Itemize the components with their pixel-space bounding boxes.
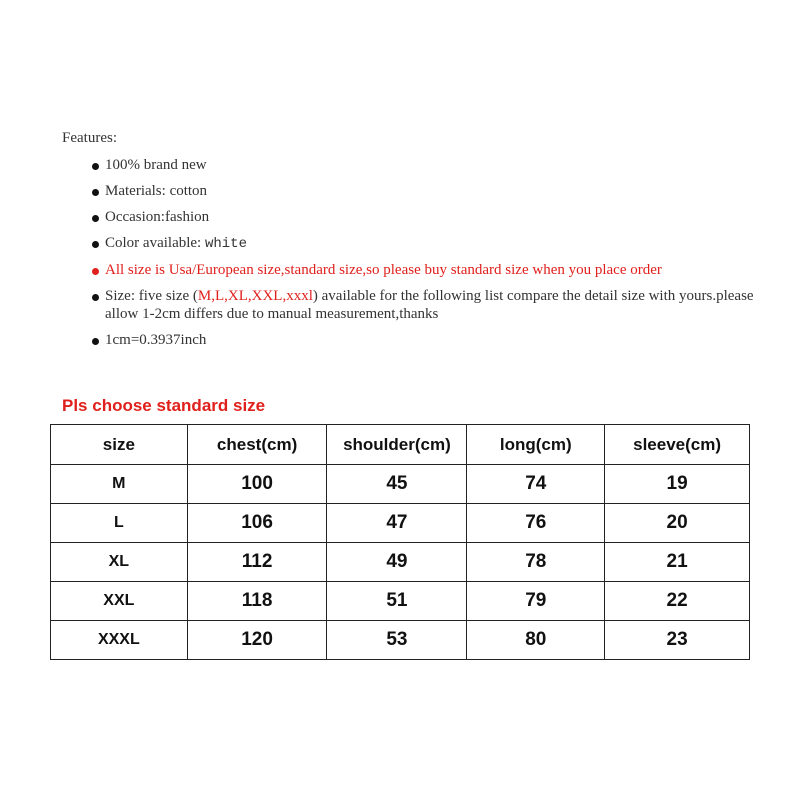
header-shoulder: shoulder(cm) <box>327 425 467 465</box>
cell-sleeve: 22 <box>605 582 750 621</box>
cell-chest: 118 <box>187 582 327 621</box>
table-row <box>51 465 750 504</box>
cell-size: XXL <box>51 582 188 621</box>
cell-long: 76 <box>467 504 605 543</box>
cell-long: 78 <box>467 543 605 582</box>
cell-shoulder: 47 <box>327 504 467 543</box>
header-chest: chest(cm) <box>187 425 327 465</box>
feature-item-size-notice <box>92 261 762 279</box>
feature-text: Materials: cotton <box>105 183 208 199</box>
table-row <box>51 504 750 543</box>
bullet-icon <box>92 241 99 248</box>
feature-item-conversion <box>92 331 762 349</box>
feature-item-materials <box>92 182 762 200</box>
cell-size: M <box>51 465 188 504</box>
cell-shoulder: 49 <box>327 543 467 582</box>
cell-sleeve: 19 <box>605 465 750 504</box>
feature-text: 100% brand new <box>105 157 207 173</box>
bullet-icon <box>92 163 99 170</box>
table-row <box>51 621 750 660</box>
cell-chest: 112 <box>187 543 327 582</box>
cell-chest: 106 <box>187 504 327 543</box>
cell-size: XL <box>51 543 188 582</box>
table-row <box>51 543 750 582</box>
header-size: size <box>51 425 188 465</box>
cell-sleeve: 21 <box>605 543 750 582</box>
color-label: Color available: <box>105 235 205 251</box>
cell-size: XXXL <box>51 621 188 660</box>
cell-shoulder: 51 <box>327 582 467 621</box>
feature-item-color <box>92 234 762 253</box>
cell-long: 79 <box>467 582 605 621</box>
conversion-text: 1cm=0.3937inch <box>105 332 207 348</box>
feature-text: Occasion:fashion <box>105 209 210 225</box>
size-notice-text: All size is Usa/European size,standard size,so please buy standard size when you place order <box>105 262 662 278</box>
feature-list <box>62 156 762 349</box>
bullet-icon <box>92 338 99 345</box>
bullet-icon <box>92 268 99 275</box>
header-sleeve: sleeve(cm) <box>605 425 750 465</box>
features-section <box>62 128 762 357</box>
cell-long: 80 <box>467 621 605 660</box>
feature-item-occasion <box>92 208 762 226</box>
size-chart-table <box>50 424 750 660</box>
size-list-prefix: Size: five size ( <box>105 288 198 304</box>
table-header-row <box>51 425 750 465</box>
cell-size: L <box>51 504 188 543</box>
bullet-icon <box>92 189 99 196</box>
cell-long: 74 <box>467 465 605 504</box>
cell-shoulder: 53 <box>327 621 467 660</box>
header-long: long(cm) <box>467 425 605 465</box>
bullet-icon <box>92 215 99 222</box>
size-chart-heading: Pls choose standard size <box>62 396 266 415</box>
cell-chest: 120 <box>187 621 327 660</box>
feature-item-brand-new <box>92 156 762 174</box>
table-row <box>51 582 750 621</box>
cell-sleeve: 20 <box>605 504 750 543</box>
bullet-icon <box>92 294 99 301</box>
cell-chest: 100 <box>187 465 327 504</box>
cell-sleeve: 23 <box>605 621 750 660</box>
feature-item-size-list <box>92 287 762 323</box>
color-value: white <box>204 236 247 252</box>
cell-shoulder: 45 <box>327 465 467 504</box>
size-list-suffix: ) available for the following list compare the detail size with yours.please allow 1-2cm differs due to manual measurement,thanks <box>105 288 754 322</box>
features-title: Features: <box>62 130 117 146</box>
size-list-values: M,L,XL,XXL,xxxl <box>197 288 313 304</box>
